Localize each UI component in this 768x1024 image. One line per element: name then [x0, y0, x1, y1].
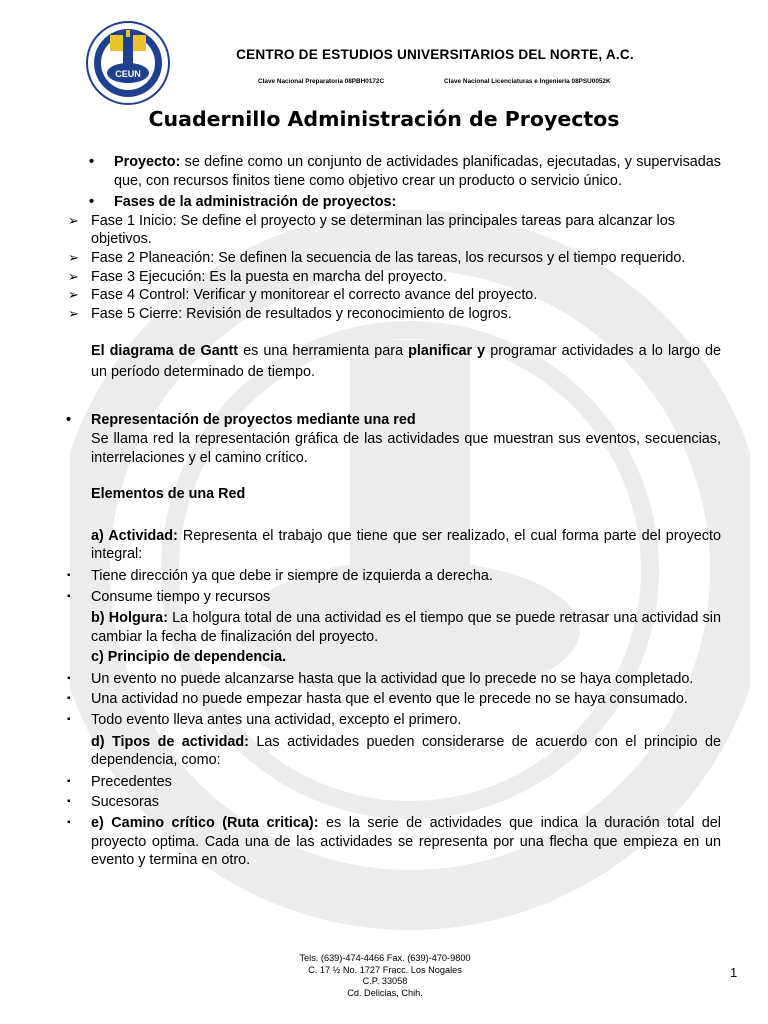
proyecto-definition: se define como un conjunto de actividades planificadas, ejecutadas, y supervisadas que, con recursos finitos tiene como objetivo crear un producto o servicio único. [114, 154, 721, 189]
fase-item: ➢ Fase 1 Inicio: Se define el proyecto y se determinan las principales tareas para alcanzar los objetivos. [68, 212, 675, 248]
fases-list [0, 212, 768, 324]
bullet-icon: • [89, 194, 95, 211]
actividad-paragraph: a) Actividad: Representa el trabajo que tiene que ser realizado, el cual forma parte del proyecto integral: [91, 527, 721, 563]
footer-postal-code: C.P. 33058 [362, 976, 408, 986]
footer-phones: Tels. (639)-474-4466 Fax. (639)-470-9800 [299, 953, 471, 963]
footer-city: Cd. Delicias, Chih. [347, 987, 423, 998]
list-item: ▪ Un evento no puede alcanzarse hasta que la actividad que lo precede no se haya completado. [67, 670, 694, 687]
list-item: ▪ Precedentes [67, 773, 172, 790]
tipos-list [0, 773, 768, 870]
arrow-bullet-icon: ➢ [68, 212, 79, 228]
elementos-heading: Elementos de una Red [91, 486, 246, 503]
principio-heading: c) Principio de dependencia. [91, 649, 287, 666]
camino-item: ▪ e) Camino crítico (Ruta critica): es la serie de actividades que indica la duración total del proyecto optima. Cada una de las actividades se representa por una flecha que empieza en un evento y termina en otro. [67, 815, 721, 869]
red-heading: Representación de proyectos mediante una red [91, 412, 416, 429]
square-bullet-icon: ▪ [67, 775, 71, 787]
clave-preparatoria: Clave Nacional Preparatoria 08PBH0172C [258, 78, 385, 85]
bullet-icon: • [89, 154, 95, 170]
square-bullet-icon: ▪ [67, 796, 71, 808]
proyecto-item [0, 153, 721, 190]
square-bullet-icon: ▪ [67, 714, 71, 726]
actividad-list [0, 567, 768, 606]
fases-heading-item [0, 193, 721, 212]
page-number: 1 [730, 965, 738, 980]
list-item: ▪ Todo evento lleva antes una actividad, excepto el primero. [67, 712, 462, 729]
holgura-paragraph: b) Holgura: La holgura total de una actividad es el tiempo que se puede retrasar una actividad sin cambiar la fecha de finalización del proyecto. [91, 610, 721, 645]
logo-text: CEUN [115, 69, 141, 79]
arrow-bullet-icon: ➢ [68, 268, 79, 284]
fases-heading: Fases de la administración de proyectos: [114, 194, 397, 211]
arrow-bullet-icon: ➢ [68, 287, 79, 303]
square-bullet-icon: ▪ [67, 693, 71, 705]
square-bullet-icon: ▪ [67, 817, 71, 829]
arrow-bullet-icon: ➢ [68, 249, 79, 265]
footer-address: C. 17 ½ No. 1727 Fracc. Los Nogales [308, 964, 462, 975]
page-footer [200, 953, 570, 999]
list-item: ▪ Tiene dirección ya que debe ir siempre de izquierda a derecha. [67, 567, 493, 584]
ceun-logo-icon [86, 21, 170, 105]
fase-item: ➢ Fase 4 Control: Verificar y monitorear el correcto avance del proyecto. [68, 287, 538, 304]
list-item: ▪ Consume tiempo y recursos [67, 588, 271, 605]
fase-item: ➢ Fase 3 Ejecución: Es la puesta en marcha del proyecto. [68, 268, 447, 285]
arrow-bullet-icon: ➢ [68, 305, 79, 321]
document-body [0, 153, 768, 870]
gantt-paragraph: El diagrama de Gantt es una herramienta para planificar y programar actividades a lo largo de un período determinado de tiempo. [91, 343, 722, 381]
square-bullet-icon: ▪ [67, 590, 71, 602]
square-bullet-icon: ▪ [67, 672, 71, 684]
bullet-icon: • [66, 412, 72, 429]
list-item: ▪ Sucesoras [67, 794, 159, 811]
list-item: ▪ Una actividad no puede empezar hasta que el evento que le precede no se haya consumado. [67, 691, 688, 708]
principio-list [0, 670, 768, 730]
red-text: Se llama red la representación gráfica de las actividades que muestran sus eventos, secuencias, interrelaciones y el camino crítico. [91, 430, 721, 466]
institution-name: CENTRO DE ESTUDIOS UNIVERSITARIOS DEL NORTE, A.C. [236, 47, 634, 62]
clave-licenciaturas: Clave Nacional Licenciaturas e Ingeniería 08PSU0052K [444, 78, 611, 85]
fase-item: ➢ Fase 5 Cierre: Revisión de resultados y reconocimiento de logros. [68, 305, 512, 322]
tipos-paragraph: d) Tipos de actividad: Las actividades pueden considerarse de acuerdo con el principio de dependencia, como: [91, 733, 721, 769]
fase-item: ➢ Fase 2 Planeación: Se definen la secuencia de las tareas, los recursos y el tiempo requerido. [68, 249, 686, 266]
document-title: Cuadernillo Administración de Proyectos [148, 107, 620, 131]
red-item [0, 411, 721, 467]
square-bullet-icon: ▪ [67, 569, 71, 581]
proyecto-term: Proyecto: [114, 154, 181, 170]
